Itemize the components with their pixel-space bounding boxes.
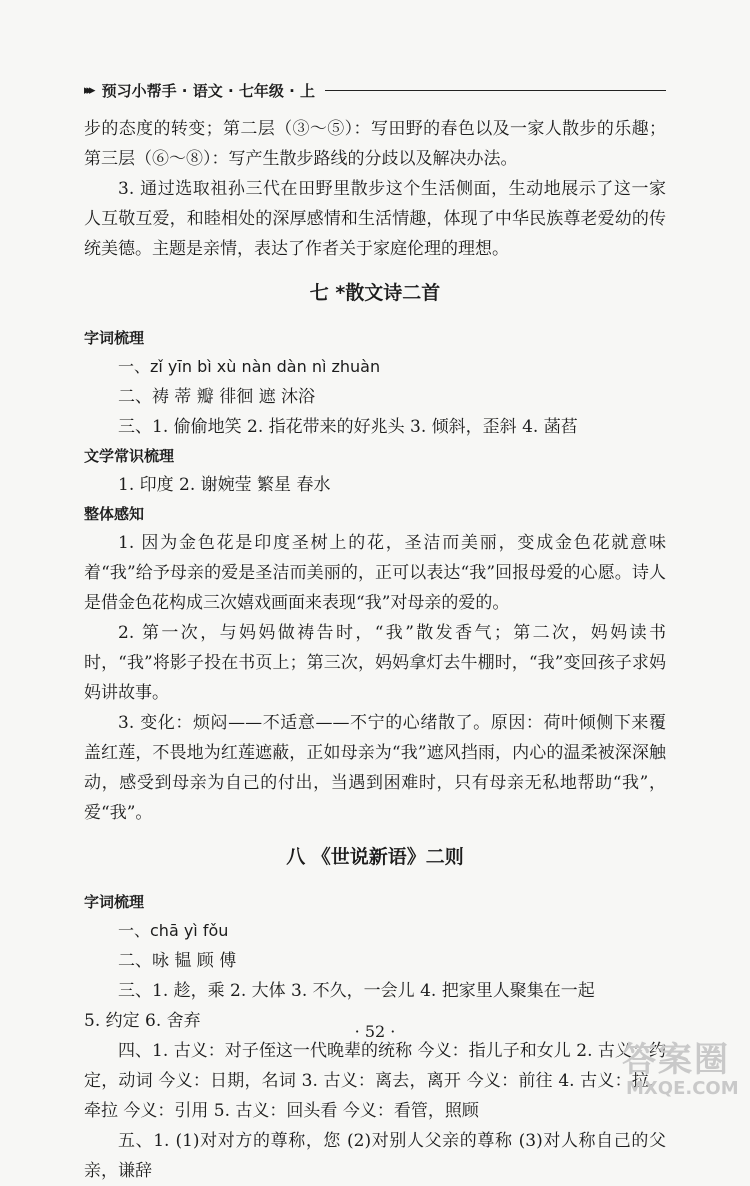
paragraph: 1. 因为金色花是印度圣树上的花，圣洁而美丽，变成金色花就意味着“我”给予母亲的爱是圣洁而美丽的，正可以表达“我”回报母爱的心愿。诗人是借金色花构成三次嬉戏画面来表现“我”对母亲的爱的。 xyxy=(84,533,666,613)
subheading-words: 字词梳理 xyxy=(84,329,145,347)
paragraph: 2. 第一次，与妈妈做祷告时，“我”散发香气；第二次，妈妈读书时，“我”将影子投在书页上；第三次，妈妈拿灯去牛棚时，“我”变回孩子求妈妈讲故事。 xyxy=(84,623,666,703)
subheading-literature: 文学常识梳理 xyxy=(84,447,175,465)
watermark-text: 答案圈 xyxy=(622,1040,730,1080)
section-title-7: 七 *散文诗二首 xyxy=(309,282,441,304)
list-item-continued: 5. 约定 6. 舍弃 xyxy=(84,1011,201,1031)
section-title-8: 八 《世说新语》二则 xyxy=(286,846,464,868)
paragraph: 步的态度的转变；第二层（③～⑤）：写田野的春色以及一家人散步的乐趣；第三层（⑥～⑧）：写产生散步路线的分歧以及解决办法。 xyxy=(84,119,666,169)
list-item: 一、zǐ yīn bì xù nàn dàn nì zhuàn xyxy=(118,357,381,376)
header-title: 预习小帮手 · 语文 · 七年级 · 上 xyxy=(101,81,316,100)
subheading-overall: 整体感知 xyxy=(84,505,145,523)
header-rule xyxy=(325,90,666,91)
paragraph: 四、1. 古义：对子侄这一代晚辈的统称 今义：指儿子和女儿 2. 古义：约定，动词 今义：日期，名词 3. 古义：离去，离开 今义：前往 4. 古义：拉，牵拉 今义：引用 5. 古义：回头看 今义：看管，照顾 xyxy=(84,1041,666,1121)
subheading-words: 字词梳理 xyxy=(84,893,145,911)
paragraph: 3. 变化：烦闷——不适意——不宁的心绪散了。原因：荷叶倾侧下来覆盖红莲，不畏地为红莲遮蔽，正如母亲为“我”遮风挡雨，内心的温柔被深深触动，感受到母亲为自己的付出，当遇到困难时，只有母亲无私地帮助“我”，爱“我”。 xyxy=(84,713,666,823)
list-item: 三、1. 趁，乘 2. 大体 3. 不久，一会儿 4. 把家里人聚集在一起 xyxy=(118,981,595,1001)
list-item: 二、祷 蒂 瓣 徘徊 遮 沐浴 xyxy=(118,387,316,407)
header-arrows-icon: ▸▸▸ xyxy=(84,82,92,98)
running-header xyxy=(84,78,666,102)
list-item: 三、1. 偷偷地笑 2. 指花带来的好兆头 3. 倾斜，歪斜 4. 菡萏 xyxy=(118,417,578,437)
list-item: 二、咏 韫 顾 傅 xyxy=(118,951,237,971)
list-item: 一、chā yì fǒu xyxy=(118,921,229,940)
paragraph: 3. 通过选取祖孙三代在田野里散步这个生活侧面，生动地展示了这一家人互敬互爱，和睦相处的深厚感情和生活情趣，体现了中华民族尊老爱幼的传统美德。主题是亲情，表达了作者关于家庭伦理的理想。 xyxy=(84,179,666,259)
list-item: 1. 印度 2. 谢婉莹 繁星 春水 xyxy=(118,475,331,495)
paragraph: 五、1. (1)对对方的尊称，您 (2)对别人父亲的尊称 (3)对人称自己的父亲，谦辞 xyxy=(84,1131,666,1181)
watermark-url: MXQE.COM xyxy=(626,1078,739,1099)
watermark-logo xyxy=(612,1026,742,1106)
page-number: · 52 · xyxy=(354,1022,396,1041)
